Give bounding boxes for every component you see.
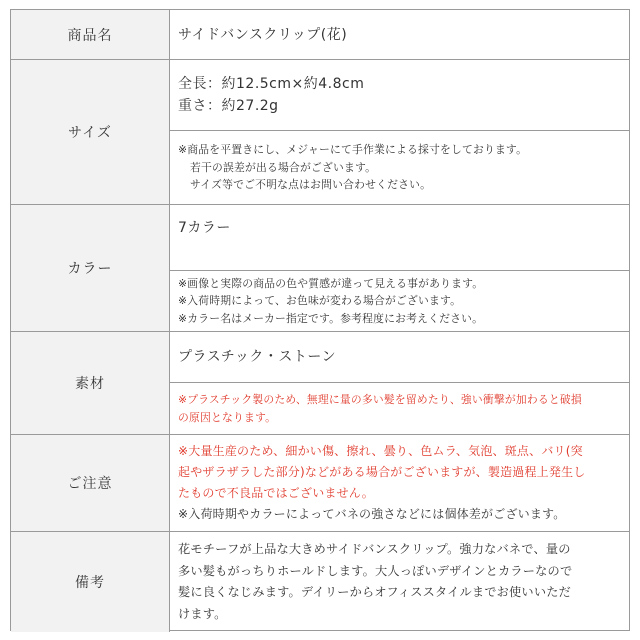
- label-caution: ご注意: [11, 435, 170, 532]
- value-remarks: [170, 532, 629, 632]
- label-remarks: 備考: [11, 532, 170, 632]
- value-color-main: [170, 205, 629, 271]
- color-count-text: 7カラー: [178, 220, 231, 236]
- size-note-line: 若干の誤差が出る場合がございます。: [190, 160, 377, 174]
- value-size-notes: [170, 131, 629, 205]
- size-note-line: サイズ等でご不明な点はお問い合わせください。: [190, 178, 432, 192]
- color-note-line: ※画像と実際の商品の色や質感が違って見える事があります。: [178, 276, 484, 290]
- remarks-line: 髪に良くなじみます。デイリーからオフィススタイルまでお使いいただ: [178, 585, 571, 599]
- label-size: サイズ: [11, 60, 170, 205]
- value-color-notes: [170, 271, 629, 332]
- remarks-line: けます。: [178, 606, 227, 621]
- caution-red-line: ※大量生産のため、細かい傷、擦れ、曇り、色ムラ、気泡、斑点、バリ(突: [178, 444, 583, 458]
- caution-red-line: 起やザラザラした部分)などがある場合がございますが、製造過程上発生し: [178, 465, 586, 479]
- material-text: プラスチック・ストーン: [178, 349, 337, 365]
- color-note-line: ※入荷時期によって、お色味が変わる場合がございます。: [178, 294, 462, 308]
- material-note-line: ※プラスチック製のため、無理に量の多い髪を留めたり、強い衝撃が加わると破損: [178, 393, 582, 406]
- label-product-name: 商品名: [11, 10, 170, 60]
- remarks-line: 多い髪もがっちりホールドします。大人っぽいデザインとカラーなので: [178, 563, 573, 578]
- color-note-line: ※カラー名はメーカー指定です。参考程度にお考えください。: [178, 311, 484, 325]
- label-color: カラー: [11, 205, 170, 332]
- material-note-line: の原因となります。: [178, 410, 277, 424]
- size-weight-text: 重さ：約27.2g: [178, 98, 279, 114]
- product-name-text: サイドバンスクリップ(花): [178, 26, 348, 43]
- value-product-name: [170, 10, 629, 60]
- value-size-main: [170, 60, 629, 131]
- label-material: 素材: [11, 332, 170, 435]
- product-spec-table: [10, 9, 630, 631]
- value-material-notes: [170, 383, 629, 435]
- value-caution: [170, 435, 629, 532]
- size-length-text: 全長：約12.5cm×約4.8cm: [178, 76, 365, 92]
- size-note-line: ※商品を平置きにし、メジャーにて手作業による採寸をしております。: [178, 143, 528, 157]
- value-material-main: [170, 332, 629, 383]
- remarks-line: 花モチーフが上品な大きめサイドバンスクリップ。強力なバネで、量の: [178, 542, 571, 556]
- caution-red-line: たもので不良品ではございません。: [178, 486, 374, 500]
- caution-black-line: ※入荷時期やカラーによってバネの強さなどには個体差がございます。: [178, 507, 566, 521]
